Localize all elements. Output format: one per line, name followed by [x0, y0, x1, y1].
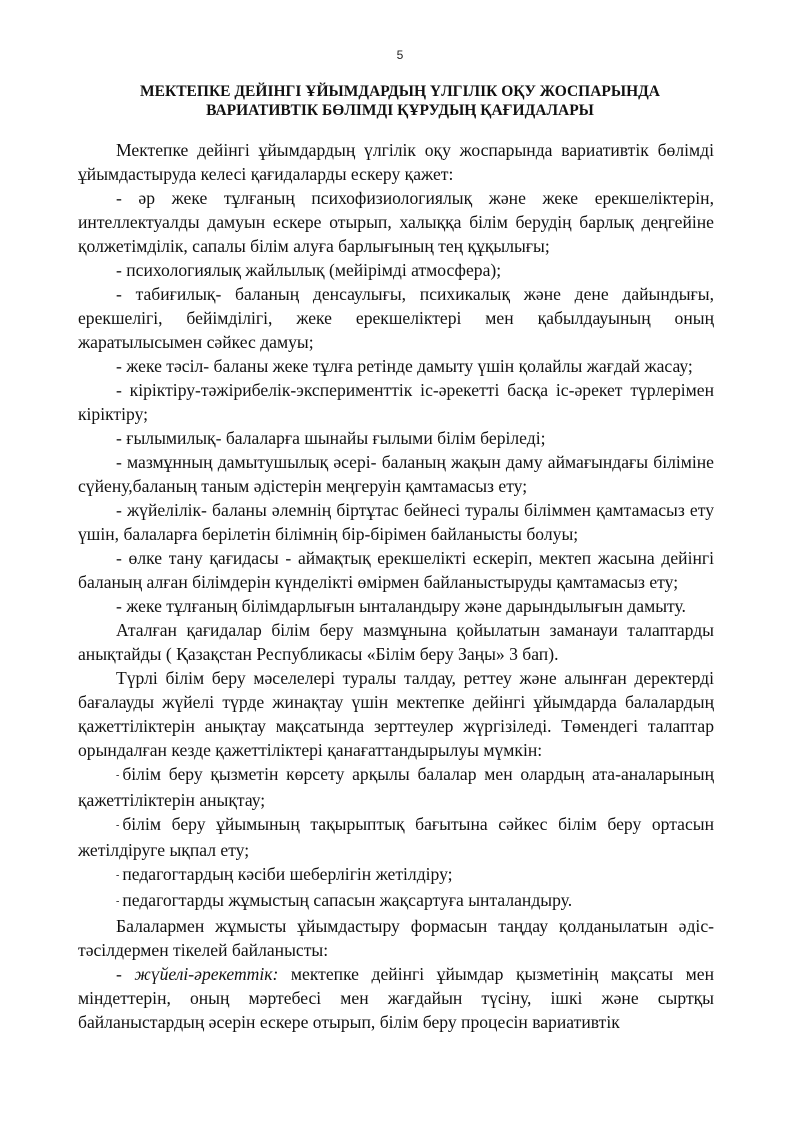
paragraph — [78, 962, 714, 1034]
paragraph: Аталған қағидалар білім беру мазмұнына қойылатын заманауи талаптарды анықтайды ( Қазақстан Республикасы «Білім беру Заңы» 3 бап). — [78, 620, 714, 664]
list-item: - табиғилық- баланың денсаулығы, психикалық және дене дайындығы, ерекшелігі, бейімділігі, жеке ерекшеліктері мен қабылдауының оның жаратылысымен сәйкес дамуы; — [78, 284, 714, 352]
list-dash: - — [116, 770, 120, 781]
paragraph-text: мектепке дейінгі ұйымдар қызметінің мақсаты мен міндеттерін, оның мәртебесі мен жағдайын түсіну, ішкі және сыртқы байланыстардың әсерін ескере отырып, білім беру процесін вариативтік — [78, 964, 714, 1032]
page-number: 5 — [396, 48, 404, 62]
list-item: - өлке тану қағидасы - аймақтық ерекшелікті ескеріп, мектеп жасына дейінгі баланың алған білімдерін күнделікті өмірмен байланыстыруды қамтамасыз ету; — [78, 548, 714, 592]
needs-list-item — [78, 888, 714, 914]
list-item: - жүйелілік- баланы әлемнің біртұтас бейнесі туралы біліммен қамтамасыз ету үшін, балаларға берілетін білімнің бір-бірімен байланысты болуы; — [78, 500, 714, 544]
list-item: - ғылымилық- балаларға шынайы ғылыми білім беріледі; — [116, 428, 546, 448]
list-item: - кіріктіру-тәжірибелік-эксперименттік іс-әрекетті басқа іс-әрекет түрлерімен кіріктіру; — [78, 380, 714, 424]
list-dash: - — [116, 896, 120, 907]
needs-item-text: білім беру ұйымының тақырыптық бағытына сәйкес білім беру ортасын жетілдіруге ықпал ету; — [78, 814, 714, 860]
paragraph: Мектепке дейінгі ұйымдардың үлгілік оқу жоспарында вариативтік бөлімді ұйымдастыруда келесі қағидаларды ескеру қажет: — [78, 140, 714, 184]
needs-list-item — [78, 862, 714, 888]
needs-item-text: білім беру қызметін көрсету арқылы балалар мен олардың ата-аналарының қажеттіліктерін анықтау; — [78, 764, 714, 810]
list-item: - жеке тұлғаның білімдарлығын ынталандыру және дарындылығын дамыту. — [116, 596, 686, 616]
paragraph: Түрлі білім беру мәселелері туралы талдау, реттеу және алынған деректерді бағалауды жүйелі түрде жинақтау үшін мектепке дейінгі ұйымдарда балалардың қажеттіліктерін анықтау мақсатында зерттеулер жүргізіледі. Төмендегі талаптар орындалған кезде қажеттіліктері қанағаттандырылуы мүмкін: — [78, 668, 714, 760]
needs-item-text: педагогтарды жұмыстың сапасын жақсартуға ынталандыру. — [122, 890, 573, 910]
page-title — [80, 82, 720, 120]
list-item: - мазмұнның дамытушылық әсері- баланың жақын даму аймағындағы біліміне сүйену,баланың таным әдістерін меңгеруін қамтамасыз ету; — [78, 452, 714, 496]
paragraph: Балалармен жұмысты ұйымдастыру формасын таңдау қолданылатын әдіс-тәсілдермен тікелей байланысты: — [78, 916, 714, 960]
document-body — [78, 138, 714, 1034]
list-item: - әр жеке тұлғаның психофизиологиялық және жеке ерекшеліктерін, интеллектуалды дамуын ескере отырып, халыққа білім берудің барлық деңгейіне қолжетімділік, сапалы білім алуға барлығының тең құқылығы; — [78, 188, 714, 256]
title-line-1: МЕКТЕПКЕ ДЕЙІНГІ ҰЙЫМДАРДЫҢ ҮЛГІЛІК ОҚУ ЖОСПАРЫНДА — [140, 83, 660, 100]
list-item: - психологиялық жайлылық (мейірімді атмосфера); — [116, 260, 502, 280]
list-dash: - — [116, 820, 120, 831]
item-dash: - — [116, 964, 135, 984]
needs-list-item — [78, 762, 714, 812]
emphasis-term: жүйелі-әрекеттік: — [134, 964, 279, 984]
list-dash: - — [116, 870, 120, 881]
list-item: - жеке тәсіл- баланы жеке тұлға ретінде дамыту үшін қолайлы жағдай жасау; — [116, 356, 693, 376]
needs-list-item — [78, 812, 714, 862]
title-line-2: ВАРИАТИВТІК БӨЛІМДІ ҚҰРУДЫҢ ҚАҒИДАЛАРЫ — [206, 102, 594, 119]
needs-item-text: педагогтардың кәсіби шеберлігін жетілдіру; — [122, 864, 453, 884]
